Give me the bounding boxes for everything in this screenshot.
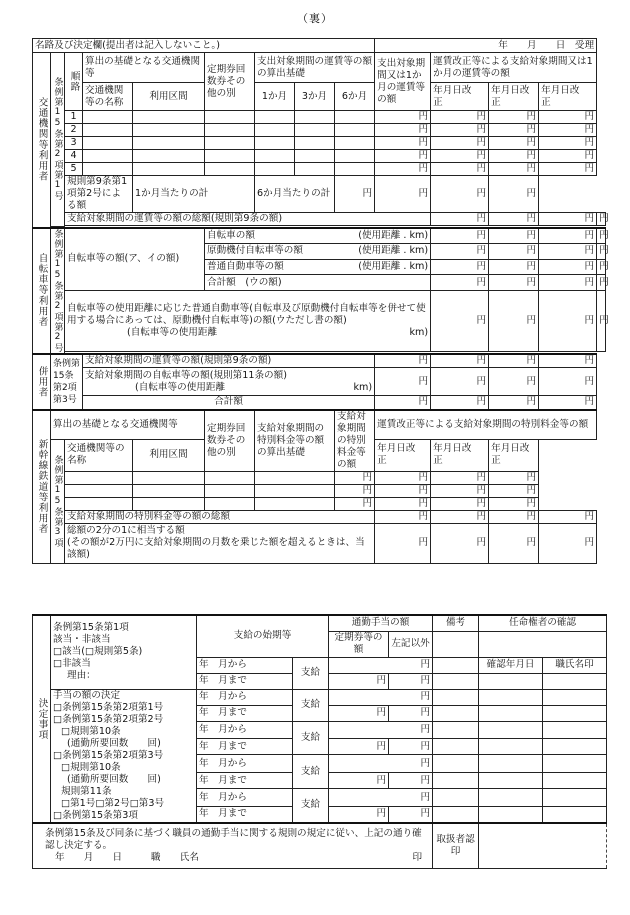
yen-label: 円 (539, 275, 597, 291)
s5-q5: 理由： (67, 670, 96, 682)
yen-label: 円 (489, 228, 539, 244)
s4-total: 支給対象期間の特別料金等の額の総額 (65, 510, 375, 523)
s5-pay: 支給 (293, 789, 329, 823)
s1-m3: 3か月 (295, 83, 335, 111)
yen-label: 円 (329, 739, 389, 755)
s5-to: 年 月まで (197, 739, 293, 755)
s1-row-num: 1 (65, 111, 83, 124)
yen-label: 円 (375, 354, 431, 368)
yen-label: 円 (329, 689, 433, 705)
s5-title: 決定事項 (33, 615, 51, 823)
yen-label: 円 (375, 523, 431, 563)
yen-label: 円 (489, 137, 539, 150)
s5-note: 備考 (433, 615, 479, 631)
s5-pay: 支給 (293, 755, 329, 789)
yen-label: 円 (375, 137, 431, 150)
s5-teiki: 定期券等の額 (329, 631, 389, 657)
yen-label: 円 (389, 673, 433, 689)
yen-label: 円 (335, 484, 375, 497)
yen-label: 円 (335, 176, 375, 213)
yen-label: 円 (375, 163, 431, 176)
s2-clause: 条例第15条第2項第2号 (52, 228, 63, 353)
yen-label: 円 (375, 176, 431, 213)
s5-from: 年 月から (197, 721, 293, 739)
yen-label: 円 (431, 497, 489, 510)
yen-label: 円 (431, 111, 489, 124)
s1-p6: 6か月当たりの計 (255, 176, 335, 213)
s5-d4: □規則第10条 (61, 725, 121, 737)
s5-from: 年 月から (197, 689, 293, 705)
s5-d6: □条例第15条第2項第3号 (53, 749, 164, 761)
yen-label: 円 (431, 510, 489, 523)
s5-start: 支給の始期等 (197, 615, 329, 657)
s2-r3: 普通自動車等の額 (207, 261, 284, 273)
footer-seal: 印 (412, 851, 423, 863)
footer-text: 条例第15条及び同条に基づく職員の通勤手当に関する規則の規定に従い、上記の通り確認し決定する。 (45, 827, 422, 851)
yen-label: 円 (431, 368, 489, 396)
yen-label: 円 (489, 243, 539, 259)
yen-label: 円 (329, 789, 433, 807)
yen-label: 円 (375, 368, 431, 396)
yen-label: 円 (431, 396, 489, 410)
s5-d7: □規則第10条 (61, 761, 121, 773)
s5-q-cell (51, 615, 197, 689)
s1-rule: 規則第9条第1項第2号による額 (65, 176, 133, 213)
s2-note-cell (65, 291, 431, 352)
s3-km: km) (353, 381, 373, 393)
s4-calc: 支給対象期間の特別料金等の額の算出基礎 (255, 410, 335, 472)
s2-row2 (205, 243, 431, 259)
yen-label: 円 (389, 739, 433, 755)
yen-label: 円 (375, 150, 431, 163)
s4-clause: 条例第15条第3項 (51, 440, 65, 564)
s4-rev: 運賃改正等による支給対象期間の特別料金等の額 (375, 410, 597, 440)
yen-label: 円 (489, 275, 539, 291)
yen-label: 円 (375, 396, 431, 410)
s1-revd: 年月日改 正 (431, 83, 489, 111)
yen-label: 円 (539, 243, 597, 259)
s1-jun: 順路 (65, 53, 83, 111)
yen-label: 円 (539, 124, 597, 137)
yen-label: 円 (431, 259, 489, 275)
yen-label: 円 (375, 111, 431, 124)
yen-label: 円 (539, 228, 597, 244)
s5-pay: 支給 (293, 689, 329, 721)
s1-rev: 運賃改正等による支給対象期間又は1か月の運賃等の額 (431, 53, 597, 83)
yen-label: 円 (597, 275, 606, 291)
s4-title: 新幹線鉄道等利用者 (33, 410, 51, 564)
yen-label: 円 (539, 368, 597, 396)
s1-row-num: 3 (65, 137, 83, 150)
s5-confirm: 任命権者の確認 (479, 615, 607, 631)
s4-org: 交通機関等の名称 (65, 440, 133, 472)
handler-seal-area (479, 823, 607, 869)
s4-range: 利用区間 (133, 440, 205, 472)
yen-label: 円 (329, 705, 389, 721)
s4-revd: 年月日改 正 (489, 440, 539, 472)
s4-halfnote: (その額が2万円に支給対象期間の月数を乗じた額を超えるときは、当該額) (67, 537, 365, 560)
yen-label: 円 (431, 291, 489, 352)
s2-dist: (使用距離 . km) (358, 261, 429, 273)
s1-row-num: 2 (65, 124, 83, 137)
s4-teiki: 定期券回数券その他の別 (205, 410, 255, 472)
s5-q3: □該当(□規則第5条) (53, 646, 143, 658)
yen-label: 円 (539, 510, 597, 523)
s1-m6: 6か月 (335, 83, 375, 111)
footer-sign: 年 月 日 職 氏名 (55, 851, 199, 863)
s5-to: 年 月まで (197, 807, 293, 823)
yen-label: 円 (389, 773, 433, 789)
yen-label: 円 (329, 755, 433, 773)
s5-from: 年 月から (197, 789, 293, 807)
s4-revd: 年月日改 正 (431, 440, 489, 472)
yen-label: 円 (489, 484, 539, 497)
s5-d9: 規則第11条 (61, 785, 112, 797)
s5-pay: 支給 (293, 721, 329, 755)
yen-label: 円 (539, 150, 597, 163)
s1-revd: 年月日改 正 (539, 83, 597, 111)
s5-other: 左記以外 (389, 631, 433, 657)
s2-dist: (使用距離 . km) (358, 229, 429, 241)
yen-label: 円 (489, 163, 539, 176)
yen-label: 円 (539, 291, 597, 352)
s1-amt: 支出対象期間又は1か月の運賃等の額 (375, 53, 431, 111)
page-header: （裏） (297, 12, 333, 25)
yen-label: 円 (431, 163, 489, 176)
s4-revd: 年月日改 正 (375, 440, 431, 472)
s5-from: 年 月から (197, 755, 293, 773)
yen-label: 円 (375, 510, 431, 523)
s1-row-num: 5 (65, 163, 83, 176)
yen-label: 円 (329, 807, 389, 823)
s3-r2: 支給対象期間の自転車等の額(規則第11条の額) (85, 369, 287, 381)
s1-total: 支給対象期間の運賃等の額の総額(規則第9条の額) (65, 213, 431, 226)
s2-row1 (205, 228, 431, 244)
yen-label: 円 (597, 213, 606, 226)
yen-label: 円 (489, 354, 539, 368)
footer-handler: 取扱者認 印 (433, 823, 479, 869)
main-table (32, 38, 609, 564)
s2-title: 自転車等利用者 (33, 228, 51, 354)
yen-label: 円 (539, 163, 597, 176)
yen-label: 円 (335, 497, 375, 510)
yen-label: 円 (489, 497, 539, 510)
s5-d-cell (51, 689, 197, 823)
s1-title: 交通機関等利用者 (33, 53, 51, 228)
s1-range: 利用区間 (133, 83, 205, 111)
s3-r1: 支給対象期間の運賃等の額(規則第9条の額) (83, 354, 375, 368)
s5-q2: 該当・非該当 (53, 634, 111, 646)
yen-label: 円 (431, 354, 489, 368)
yen-label: 円 (329, 673, 389, 689)
s3-r2-cell (83, 368, 375, 396)
s5-d2: □条例第15条第2項第1号 (53, 701, 164, 713)
s2-r4: 合計額 (ウの額) (205, 275, 431, 291)
yen-label: 円 (539, 523, 597, 563)
yen-label: 円 (489, 510, 539, 523)
yen-label: 円 (329, 721, 433, 739)
s1-basis: 算出の基礎となる交通機関等 (83, 53, 205, 83)
s5-to: 年 月まで (197, 673, 293, 689)
yen-label: 円 (489, 213, 539, 226)
s1-row-num: 4 (65, 150, 83, 163)
s5-cdate: 確認年月日 (479, 657, 543, 673)
yen-label: 円 (539, 213, 597, 226)
yen-label: 円 (489, 368, 539, 396)
s3-title: 併用者 (33, 354, 51, 410)
s2-r2: 原動機付自転車等の額 (207, 245, 303, 257)
yen-label: 円 (597, 228, 606, 244)
footer-cell (33, 823, 433, 869)
s5-d5: (通勤所要回数 回) (67, 737, 161, 749)
s5-d11: □条例第15条第3項 (53, 809, 138, 821)
yen-label: 円 (329, 657, 433, 673)
yen-label: 円 (539, 396, 597, 410)
s2-note: 自転車等の使用距離に応じた普通自動車等(自転車及び原動機付自転車等を併せて使用する場合にあっては、原動機付自転車等)の額(ウただし書の額) (67, 303, 426, 327)
yen-label: 円 (539, 354, 597, 368)
receipt-date: 年 月 日 受理 (375, 39, 597, 53)
s5-d1: 手当の額の決定 (53, 689, 121, 701)
s4-half: 総額の2分の1に相当する額 (67, 525, 185, 536)
s2-dist: (使用距離 . km) (358, 245, 429, 257)
s1-teiki: 定期券回数券その他の別 (205, 53, 255, 111)
yen-label: 円 (489, 523, 539, 563)
s1-revd: 年月日改 正 (489, 83, 539, 111)
s1-calc: 支出対象期間の運賃等の額の算出基礎 (255, 53, 375, 83)
s2-row3 (205, 259, 431, 275)
yen-label: 円 (539, 111, 597, 124)
yen-label: 円 (597, 243, 606, 259)
yen-label: 円 (597, 259, 606, 275)
yen-label: 円 (375, 471, 431, 484)
top-label: 名路及び決定欄(提出者は記入しないこと。) (33, 39, 375, 53)
yen-label: 円 (489, 291, 539, 352)
s5-allow: 通勤手当の額 (329, 615, 433, 631)
s4-amt: 支給対象期間の特別料金等の額 (335, 410, 375, 472)
s2-note2: (自転車等の使用距離 (127, 327, 218, 339)
yen-label: 円 (489, 176, 539, 213)
yen-label: 円 (375, 484, 431, 497)
yen-label: 円 (489, 150, 539, 163)
yen-label: 円 (431, 275, 489, 291)
s3-r2b: (自転車等の使用距離 (135, 381, 226, 393)
yen-label: 円 (431, 243, 489, 259)
yen-label: 円 (489, 111, 539, 124)
s5-q1: 条例第15条第1項 (53, 622, 129, 634)
s5-to: 年 月まで (197, 705, 293, 721)
yen-label: 円 (431, 228, 489, 244)
yen-label: 円 (431, 137, 489, 150)
s1-org: 交通機関等の名称 (83, 83, 133, 111)
yen-label: 円 (389, 807, 433, 823)
yen-label: 円 (597, 291, 606, 352)
s5-d3: □条例第15条第2項第2号 (53, 713, 164, 725)
yen-label: 円 (489, 259, 539, 275)
s5-cname: 職氏名印 (543, 657, 607, 673)
s5-q4: □非該当 (53, 658, 91, 670)
s5-pay: 支給 (293, 657, 329, 689)
s2-r1: 自転車の額 (207, 229, 255, 241)
s3-r3: 合計額 (83, 396, 375, 410)
yen-label: 円 (329, 773, 389, 789)
yen-label: 円 (389, 705, 433, 721)
decision-table (32, 614, 607, 869)
s5-d8: (通勤所要回数 回) (67, 773, 161, 785)
s1-clause: 条例第15条第2項第1号 (51, 53, 65, 227)
yen-label: 円 (431, 484, 489, 497)
s4-half-cell (65, 523, 375, 563)
s2-km: km) (409, 327, 429, 339)
yen-label: 円 (489, 396, 539, 410)
yen-label: 円 (375, 497, 431, 510)
s5-d10: □第1号□第2号□第3号 (61, 797, 165, 809)
yen-label: 円 (431, 124, 489, 137)
yen-label: 円 (431, 150, 489, 163)
yen-label: 円 (489, 124, 539, 137)
s1-m1: 1か月 (255, 83, 295, 111)
yen-label: 円 (489, 471, 539, 484)
s3-clause: 条例第15条第2項第3号 (51, 354, 83, 410)
s2-group: 自転車等の額(ア、イの額) (65, 228, 205, 291)
s4-basis: 算出の基礎となる交通機関等 (51, 410, 205, 440)
yen-label: 円 (539, 137, 597, 150)
yen-label: 円 (375, 124, 431, 137)
s1-p1: 1か月当たりの計 (133, 176, 255, 213)
yen-label: 円 (431, 176, 489, 213)
yen-label: 円 (431, 471, 489, 484)
s5-to: 年 月まで (197, 773, 293, 789)
yen-label: 円 (431, 213, 489, 226)
yen-label: 円 (539, 259, 597, 275)
yen-label: 円 (335, 471, 375, 484)
s5-from: 年 月から (197, 657, 293, 673)
yen-label: 円 (431, 523, 489, 563)
